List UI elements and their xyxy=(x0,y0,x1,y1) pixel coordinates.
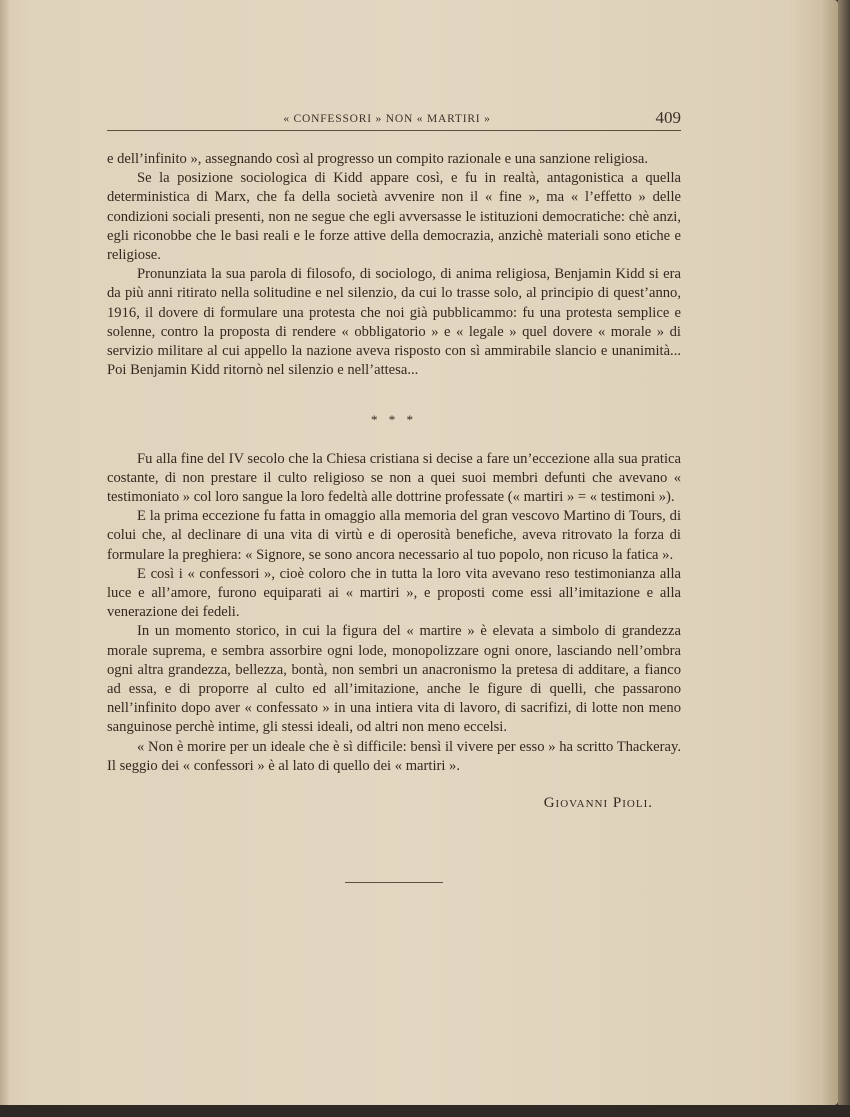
paragraph: Fu alla fine del IV secolo che la Chiesa cristiana si decise a fare un’eccezione alla sua pratica costante, di non prestare il culto religioso se non a quei suoi membri defunti che avevano « testimoniato » col loro sangue la loro fedeltà alle dottrine professate (« martiri » = « testimoni »). xyxy=(107,450,681,506)
background-edge xyxy=(0,1105,850,1117)
page-header xyxy=(107,108,681,132)
end-rule xyxy=(345,882,443,883)
paragraph: « Non è morire per un ideale che è sì difficile: bensì il vivere per esso » ha scritto Thackeray. Il seggio dei « confessori » è al lato di quello dei « martiri ». xyxy=(107,738,681,774)
paragraph: Pronunziata la sua parola di filosofo, di sociologo, di anima religiosa, Benjamin Kidd si era da più anni ritirato nella solitudine e nel silenzio, da cui lo trasse solo, al principio di quest’anno, 1916, il dovere di formulare una protesta che noi già pubblicammo: fu una protesta semplice e solenne, contro la proposta di rendere « obbligatorio » e « legale » quel dovere « morale » di servizio militare al cui appello la nazione aveva risposto con sì ammirabile slancio e unanimità... Poi Benjamin Kidd ritornò nel silenzio e nell’attesa... xyxy=(107,266,681,379)
paragraph: E così i « confessori », cioè coloro che in tutta la loro vita avevano reso testimonianza alla luce e all’amore, furono equiparati ai « martiri », e proposti come essi all’imitazione e alla venerazione dei fedeli. xyxy=(107,565,681,621)
paragraph: e dell’infinito », assegnando così al progresso un compito razionale e una sanzione religiosa. xyxy=(107,151,649,167)
article-body xyxy=(107,150,681,813)
paragraph: Se la posizione sociologica di Kidd appare così, e fu in realtà, antagonistica a quella deterministica di Marx, che fa della società avvenire non il « fine », ma « l’effetto » delle condizioni sociali presenti, non ne segue che egli avversasse le istituzioni democratiche: chè anzi, egli riconobbe che le basi reali e le forze attive della democrazia, anzichè materiali sono etiche e religiose. xyxy=(107,170,681,264)
paragraph: In un momento storico, in cui la figura del « martire » è elevata a simbolo di grandezza morale suprema, e sembra assorbire ogni lode, monopolizzare ogni onore, lasciando nell’ombra ogni altra grandezza, bellezza, bontà, non sembri un anacronismo la pretesa di additare, a fianco ad essa, e di proporre al culto ed all’imitazione, anche le figure di quelli, che passarono nell’infinito dopo aver « confessato » in una intiera vita di lavoro, di sacrifizi, di lotte non meno sanguinose perchè intime, gli stessi ideali, od altri non meno eccelsi. xyxy=(107,623,681,736)
header-rule xyxy=(107,130,681,131)
book-edge xyxy=(838,0,850,1117)
section-separator: * * * xyxy=(371,412,417,428)
author-signature: Giovanni Pioli. xyxy=(543,795,653,812)
running-title: « CONFESSORI » NON « MARTIRI » xyxy=(283,113,491,125)
page-number: 409 xyxy=(655,108,681,127)
paragraph: E la prima eccezione fu fatta in omaggio alla memoria del gran vescovo Martino di Tours, di colui che, al declinare di una vita di virtù e di operosità benefiche, aveva ritrovato la forza di formulare la preghiera: « Signore, se sono ancora necessario al tuo popolo, non ricuso la fatica ». xyxy=(107,508,681,563)
